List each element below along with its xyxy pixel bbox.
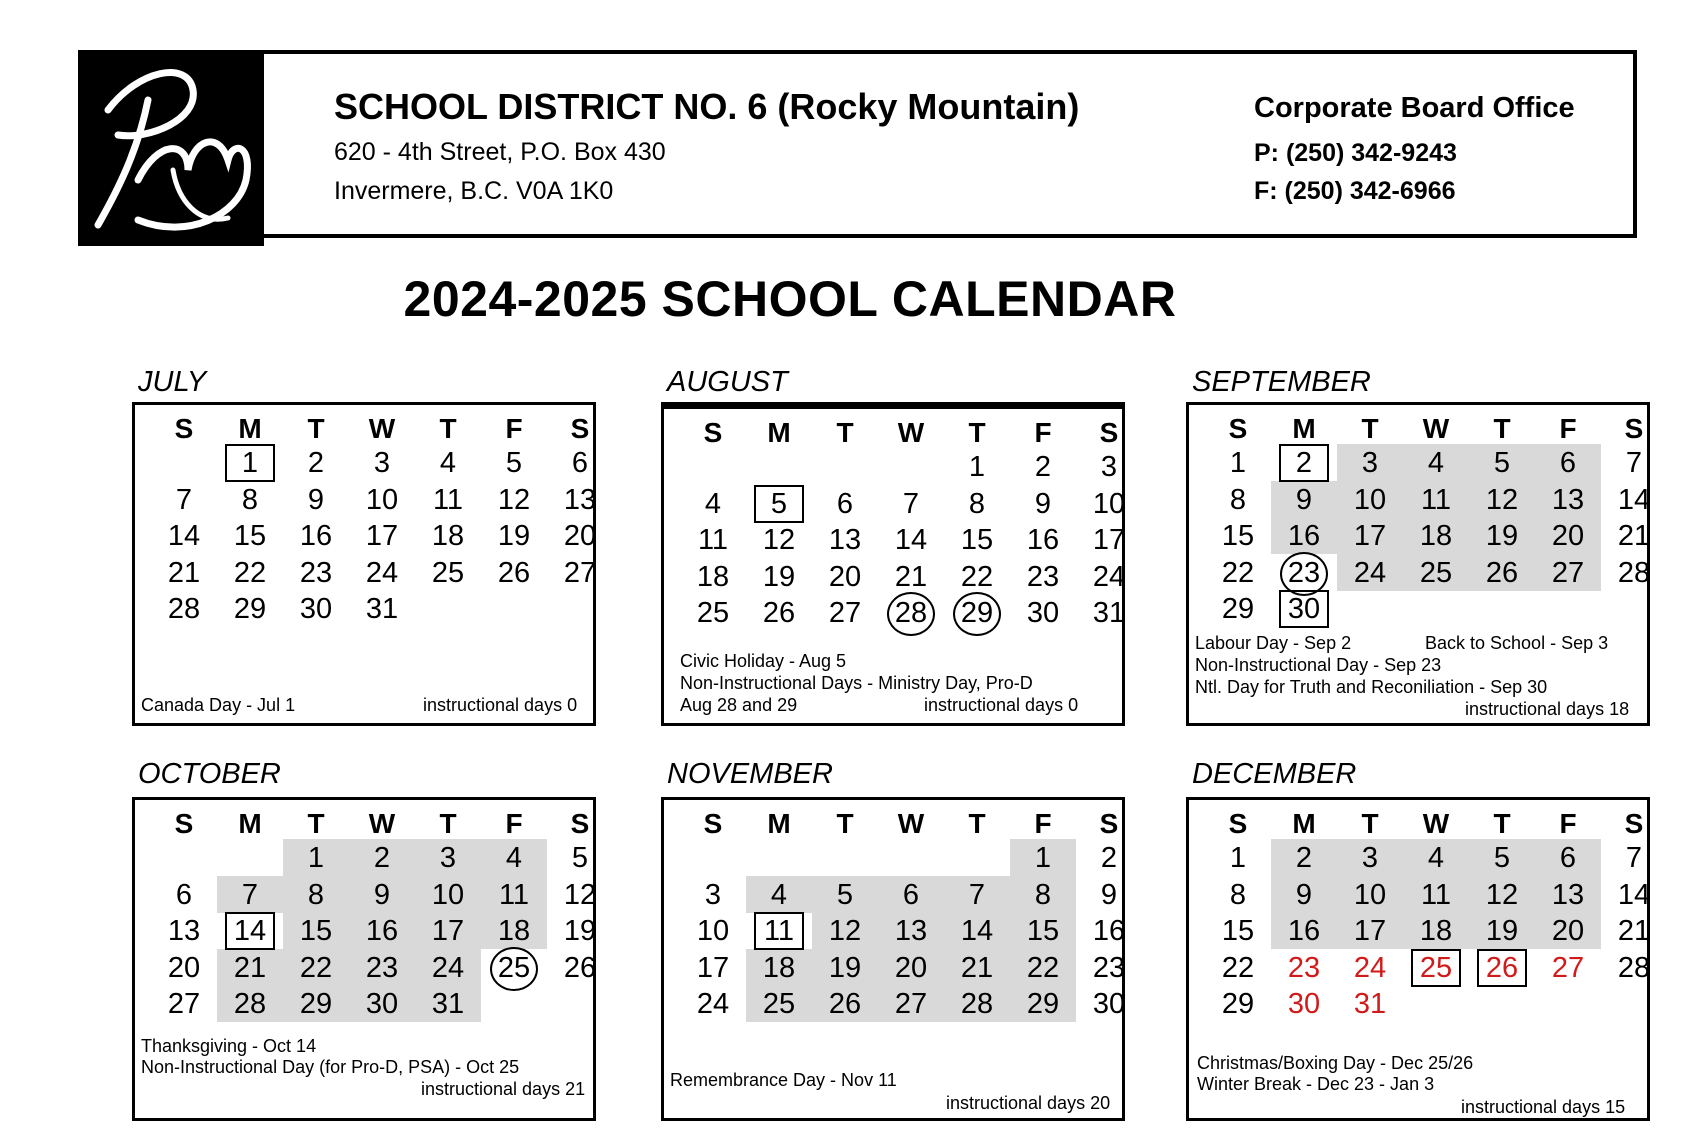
day-cell: 24 bbox=[365, 556, 399, 589]
day-cell: 31 bbox=[1092, 597, 1126, 629]
day-cell: 11 bbox=[1420, 878, 1452, 911]
day-cell: 10 bbox=[1353, 878, 1387, 911]
day-cell: 15 bbox=[1026, 915, 1060, 947]
weekday-header: T bbox=[836, 808, 854, 839]
boxed-day-marker bbox=[225, 444, 275, 482]
day-cell: 21 bbox=[233, 951, 267, 984]
day-cell: 4 bbox=[704, 487, 722, 520]
day-cell: 5 bbox=[1493, 447, 1511, 479]
month-july bbox=[132, 402, 596, 726]
day-cell: 18 bbox=[1419, 520, 1453, 552]
boxed-day-marker bbox=[1477, 949, 1527, 987]
day-cell: 2 bbox=[373, 842, 391, 874]
month-note: Non-Instructional Day - Sep 23 bbox=[1195, 655, 1442, 675]
day-cell: 7 bbox=[1625, 447, 1643, 479]
day-cell: 14 bbox=[1617, 483, 1651, 516]
month-september bbox=[1186, 402, 1650, 726]
day-cell: 30 bbox=[1092, 988, 1126, 1020]
weekday-header: S bbox=[703, 417, 723, 448]
day-cell: 14 bbox=[167, 520, 201, 552]
day-cell: 8 bbox=[968, 487, 986, 520]
weekday-header: S bbox=[1228, 413, 1248, 444]
day-cell: 11 bbox=[763, 915, 795, 947]
day-cell: 19 bbox=[828, 951, 862, 984]
day-cell: 11 bbox=[697, 524, 729, 556]
weekday-header: M bbox=[767, 417, 791, 448]
day-cell: 21 bbox=[960, 951, 994, 984]
month-note: Remembrance Day - Nov 11 bbox=[670, 1070, 897, 1090]
day-cell: 7 bbox=[968, 878, 986, 911]
weekday-header: W bbox=[1422, 808, 1450, 839]
circled-day-marker bbox=[887, 592, 935, 636]
day-cell: 5 bbox=[505, 447, 523, 479]
day-cell: 16 bbox=[365, 915, 399, 947]
month-note: instructional days 18 bbox=[1465, 699, 1630, 719]
month-december bbox=[1186, 797, 1650, 1121]
boxed-day-marker bbox=[1411, 949, 1461, 987]
day-cell: 12 bbox=[828, 915, 862, 947]
day-cell: 16 bbox=[1287, 915, 1321, 947]
month-november bbox=[661, 797, 1125, 1121]
month-note: Non-Instructional Days - Ministry Day, Pro-D bbox=[680, 673, 1033, 693]
day-cell: 8 bbox=[1034, 878, 1052, 911]
day-cell: 28 bbox=[1617, 556, 1651, 589]
month-note: instructional days 0 bbox=[423, 695, 578, 715]
month-note: Non-Instructional Day (for Pro-D, PSA) - Oct 25 bbox=[141, 1057, 520, 1077]
day-cell: 24 bbox=[1092, 560, 1126, 593]
day-cell: 26 bbox=[1485, 556, 1519, 589]
weekday-header: M bbox=[238, 808, 262, 839]
day-cell: 7 bbox=[241, 878, 259, 911]
day-cell: 29 bbox=[1221, 593, 1255, 625]
day-cell: 31 bbox=[431, 988, 465, 1020]
day-cell: 30 bbox=[1287, 593, 1321, 625]
day-cell: 20 bbox=[563, 520, 597, 552]
day-cell: 10 bbox=[696, 915, 730, 947]
day-cell: 9 bbox=[307, 483, 325, 516]
day-cell: 27 bbox=[563, 556, 597, 589]
day-cell: 27 bbox=[894, 988, 928, 1020]
weekday-header: M bbox=[1292, 808, 1316, 839]
day-cell: 21 bbox=[894, 560, 928, 593]
address-line-1: 620 - 4th Street, P.O. Box 430 bbox=[334, 138, 666, 166]
day-cell: 8 bbox=[1229, 483, 1247, 516]
day-cell: 4 bbox=[439, 447, 457, 479]
address-line-2: Invermere, B.C. V0A 1K0 bbox=[334, 177, 614, 205]
day-cell: 19 bbox=[563, 915, 597, 947]
month-note: Civic Holiday - Aug 5 bbox=[680, 651, 847, 671]
day-cell: 1 bbox=[1229, 842, 1247, 874]
weekday-header: S bbox=[1624, 808, 1644, 839]
month-note: Ntl. Day for Truth and Reconiliation - Sep 30 bbox=[1195, 677, 1548, 697]
day-cell: 2 bbox=[1100, 842, 1118, 874]
day-cell: 13 bbox=[828, 524, 862, 556]
day-cell: 16 bbox=[1092, 915, 1126, 947]
day-cell: 4 bbox=[770, 878, 788, 911]
weekday-header: W bbox=[1422, 413, 1450, 444]
day-cell: 17 bbox=[431, 915, 465, 947]
day-cell: 24 bbox=[1353, 556, 1387, 589]
day-cell: 10 bbox=[365, 483, 399, 516]
day-cell: 17 bbox=[1353, 915, 1387, 947]
day-cell: 22 bbox=[299, 951, 333, 984]
day-cell: 6 bbox=[902, 878, 920, 911]
day-cell: 26 bbox=[828, 988, 862, 1020]
day-cell: 24 bbox=[1353, 951, 1387, 984]
day-cell: 24 bbox=[696, 988, 730, 1020]
day-cell: 16 bbox=[299, 520, 333, 552]
day-cell: 6 bbox=[571, 447, 589, 479]
day-cell: 19 bbox=[762, 560, 796, 593]
day-cell: 1 bbox=[968, 451, 986, 483]
day-cell: 23 bbox=[1026, 560, 1060, 593]
day-cell: 17 bbox=[1092, 524, 1126, 556]
weekday-header: T bbox=[307, 808, 325, 839]
month-october bbox=[132, 797, 596, 1121]
weekday-header: F bbox=[1559, 413, 1577, 444]
day-cell: 15 bbox=[299, 915, 333, 947]
day-cell: 12 bbox=[1485, 483, 1519, 516]
day-cell: 1 bbox=[307, 842, 325, 874]
day-cell: 15 bbox=[233, 520, 267, 552]
day-cell: 17 bbox=[1353, 520, 1387, 552]
weekday-header: T bbox=[1493, 808, 1511, 839]
day-cell: 30 bbox=[365, 988, 399, 1020]
fax-number: F: (250) 342-6966 bbox=[1254, 177, 1456, 205]
weekday-header: S bbox=[1099, 808, 1119, 839]
weekday-header: T bbox=[836, 417, 854, 448]
day-cell: 27 bbox=[1551, 951, 1585, 984]
weekday-header: T bbox=[1493, 413, 1511, 444]
day-cell: 1 bbox=[1229, 447, 1247, 479]
weekday-header: S bbox=[174, 808, 194, 839]
day-cell: 7 bbox=[902, 487, 920, 520]
weekday-header: M bbox=[767, 808, 791, 839]
day-cell: 20 bbox=[828, 560, 862, 593]
boxed-day-marker bbox=[754, 912, 804, 950]
day-cell: 19 bbox=[1485, 520, 1519, 552]
day-cell: 15 bbox=[1221, 520, 1255, 552]
day-cell: 30 bbox=[1287, 988, 1321, 1020]
day-cell: 4 bbox=[1427, 447, 1445, 479]
day-cell: 28 bbox=[167, 593, 201, 625]
day-cell: 22 bbox=[1221, 556, 1255, 589]
day-cell: 30 bbox=[299, 593, 333, 625]
calendar-title: 2024-2025 SCHOOL CALENDAR bbox=[403, 271, 1177, 327]
weekday-header: S bbox=[570, 808, 590, 839]
day-cell: 21 bbox=[167, 556, 201, 589]
month-name: OCTOBER bbox=[138, 758, 281, 790]
weekday-header: W bbox=[368, 413, 396, 444]
weekday-header: T bbox=[1361, 808, 1379, 839]
day-cell: 20 bbox=[1551, 520, 1585, 552]
weekday-header: T bbox=[439, 808, 457, 839]
day-cell: 12 bbox=[1485, 878, 1519, 911]
day-cell: 5 bbox=[571, 842, 589, 874]
day-cell: 23 bbox=[365, 951, 399, 984]
day-cell: 9 bbox=[1295, 483, 1313, 516]
day-cell: 26 bbox=[762, 597, 796, 629]
month-note: Canada Day - Jul 1 bbox=[141, 695, 296, 715]
day-cell: 26 bbox=[563, 951, 597, 984]
month-note: Back to School - Sep 3 bbox=[1425, 633, 1609, 653]
day-cell: 30 bbox=[1026, 597, 1060, 629]
day-cell: 21 bbox=[1617, 520, 1651, 552]
day-cell: 11 bbox=[432, 483, 464, 516]
month-name: AUGUST bbox=[667, 366, 788, 398]
month-note: Labour Day - Sep 2 bbox=[1195, 633, 1352, 653]
weekday-header: S bbox=[1624, 413, 1644, 444]
day-cell: 3 bbox=[1361, 447, 1379, 479]
weekday-header: F bbox=[505, 808, 523, 839]
day-cell: 8 bbox=[241, 483, 259, 516]
boxed-day-marker bbox=[225, 912, 275, 950]
month-note: instructional days 15 bbox=[1461, 1097, 1626, 1117]
weekday-header: M bbox=[238, 413, 262, 444]
month-note: instructional days 21 bbox=[421, 1079, 586, 1099]
weekday-header: T bbox=[1361, 413, 1379, 444]
day-cell: 4 bbox=[505, 842, 523, 874]
day-cell: 28 bbox=[960, 988, 994, 1020]
day-cell: 4 bbox=[1427, 842, 1445, 874]
day-cell: 25 bbox=[762, 988, 796, 1020]
day-cell: 20 bbox=[167, 951, 201, 984]
day-cell: 21 bbox=[1617, 915, 1651, 947]
day-cell: 23 bbox=[1092, 951, 1126, 984]
day-cell: 27 bbox=[1551, 556, 1585, 589]
day-cell: 10 bbox=[1353, 483, 1387, 516]
day-cell: 29 bbox=[233, 593, 267, 625]
day-cell: 14 bbox=[894, 524, 928, 556]
day-cell: 13 bbox=[167, 915, 201, 947]
day-cell: 18 bbox=[762, 951, 796, 984]
day-cell: 13 bbox=[563, 483, 597, 516]
day-cell: 31 bbox=[1353, 988, 1387, 1020]
day-cell: 28 bbox=[233, 988, 267, 1020]
district-logo bbox=[78, 50, 264, 246]
day-cell: 19 bbox=[497, 520, 531, 552]
day-cell: 29 bbox=[1026, 988, 1060, 1020]
day-cell: 1 bbox=[1034, 842, 1052, 874]
day-cell: 28 bbox=[1617, 951, 1651, 984]
weekday-header: M bbox=[1292, 413, 1316, 444]
day-cell: 27 bbox=[828, 597, 862, 629]
day-cell: 12 bbox=[563, 878, 597, 911]
day-cell: 29 bbox=[299, 988, 333, 1020]
day-cell: 16 bbox=[1026, 524, 1060, 556]
day-cell: 25 bbox=[431, 556, 465, 589]
day-cell: 6 bbox=[175, 878, 193, 911]
day-cell: 27 bbox=[167, 988, 201, 1020]
day-cell: 8 bbox=[307, 878, 325, 911]
day-cell: 2 bbox=[1295, 447, 1313, 479]
day-cell: 25 bbox=[497, 951, 531, 984]
month-august bbox=[661, 402, 1125, 726]
weekday-header: W bbox=[897, 417, 925, 448]
weekday-header: T bbox=[968, 417, 986, 448]
day-cell: 22 bbox=[1221, 951, 1255, 984]
circled-day-marker bbox=[1280, 552, 1328, 596]
boxed-day-marker bbox=[1279, 444, 1329, 482]
day-cell: 9 bbox=[1100, 878, 1118, 911]
day-cell: 11 bbox=[498, 878, 530, 911]
month-note: Thanksgiving - Oct 14 bbox=[141, 1036, 317, 1056]
day-cell: 16 bbox=[1287, 520, 1321, 552]
day-cell: 24 bbox=[431, 951, 465, 984]
day-cell: 5 bbox=[770, 487, 788, 520]
day-cell: 25 bbox=[1419, 556, 1453, 589]
day-cell: 23 bbox=[1287, 951, 1321, 984]
circled-day-marker bbox=[953, 592, 1001, 636]
weekday-header: T bbox=[307, 413, 325, 444]
weekday-header: S bbox=[174, 413, 194, 444]
day-cell: 2 bbox=[1295, 842, 1313, 874]
day-cell: 5 bbox=[836, 878, 854, 911]
day-cell: 19 bbox=[1485, 915, 1519, 947]
day-cell: 11 bbox=[1420, 483, 1452, 516]
district-name: SCHOOL DISTRICT NO. 6 (Rocky Mountain) bbox=[334, 86, 1080, 127]
month-note: Aug 28 and 29 bbox=[680, 695, 798, 715]
day-cell: 7 bbox=[1625, 842, 1643, 874]
month-name: JULY bbox=[138, 366, 207, 398]
day-cell: 5 bbox=[1493, 842, 1511, 874]
day-cell: 1 bbox=[241, 447, 259, 479]
day-cell: 14 bbox=[1617, 878, 1651, 911]
day-cell: 25 bbox=[696, 597, 730, 629]
day-cell: 13 bbox=[1551, 483, 1585, 516]
month-note: Christmas/Boxing Day - Dec 25/26 bbox=[1197, 1053, 1474, 1073]
weekday-header: S bbox=[570, 413, 590, 444]
month-note: Winter Break - Dec 23 - Jan 3 bbox=[1197, 1074, 1435, 1094]
day-cell: 9 bbox=[373, 878, 391, 911]
day-cell: 3 bbox=[1100, 451, 1118, 483]
day-cell: 10 bbox=[1092, 487, 1126, 520]
phone-number: P: (250) 342-9243 bbox=[1254, 139, 1457, 167]
day-cell: 6 bbox=[1559, 447, 1577, 479]
day-cell: 17 bbox=[696, 951, 730, 984]
office-name: Corporate Board Office bbox=[1254, 92, 1575, 124]
weekday-header: W bbox=[368, 808, 396, 839]
day-cell: 3 bbox=[439, 842, 457, 874]
day-cell: 22 bbox=[1026, 951, 1060, 984]
day-cell: 14 bbox=[233, 915, 267, 947]
day-cell: 7 bbox=[175, 483, 193, 516]
weekday-header: W bbox=[897, 808, 925, 839]
weekday-header: F bbox=[1034, 417, 1052, 448]
boxed-day-marker bbox=[1279, 590, 1329, 628]
day-cell: 6 bbox=[1559, 842, 1577, 874]
day-cell: 20 bbox=[894, 951, 928, 984]
day-cell: 2 bbox=[1034, 451, 1052, 483]
weekday-header: S bbox=[1228, 808, 1248, 839]
day-cell: 13 bbox=[1551, 878, 1585, 911]
day-cell: 15 bbox=[1221, 915, 1255, 947]
day-cell: 6 bbox=[836, 487, 854, 520]
day-cell: 22 bbox=[960, 560, 994, 593]
day-cell: 31 bbox=[365, 593, 399, 625]
boxed-day-marker bbox=[754, 485, 804, 523]
weekday-header: S bbox=[1099, 417, 1119, 448]
day-cell: 10 bbox=[431, 878, 465, 911]
weekday-header: T bbox=[968, 808, 986, 839]
day-cell: 26 bbox=[1485, 951, 1519, 984]
day-cell: 13 bbox=[894, 915, 928, 947]
day-cell: 23 bbox=[299, 556, 333, 589]
month-name: NOVEMBER bbox=[667, 758, 833, 790]
day-cell: 3 bbox=[373, 447, 391, 479]
weekday-header: F bbox=[505, 413, 523, 444]
weekday-header: F bbox=[1034, 808, 1052, 839]
day-cell: 23 bbox=[1287, 556, 1321, 589]
day-cell: 3 bbox=[704, 878, 722, 911]
day-cell: 18 bbox=[497, 915, 531, 947]
month-note: instructional days 0 bbox=[924, 695, 1079, 715]
day-cell: 29 bbox=[960, 597, 994, 629]
day-cell: 22 bbox=[233, 556, 267, 589]
day-cell: 17 bbox=[365, 520, 399, 552]
day-cell: 25 bbox=[1419, 951, 1453, 984]
day-cell: 20 bbox=[1551, 915, 1585, 947]
month-name: SEPTEMBER bbox=[1192, 366, 1371, 398]
day-cell: 9 bbox=[1034, 487, 1052, 520]
month-note: instructional days 20 bbox=[946, 1093, 1111, 1113]
day-cell: 18 bbox=[1419, 915, 1453, 947]
day-cell: 28 bbox=[894, 597, 928, 629]
weekday-header: S bbox=[703, 808, 723, 839]
day-cell: 2 bbox=[307, 447, 325, 479]
day-cell: 29 bbox=[1221, 988, 1255, 1020]
day-cell: 12 bbox=[762, 524, 796, 556]
weekday-header: T bbox=[439, 413, 457, 444]
circled-day-marker bbox=[490, 947, 538, 991]
day-cell: 18 bbox=[696, 560, 730, 593]
weekday-header: F bbox=[1559, 808, 1577, 839]
day-cell: 15 bbox=[960, 524, 994, 556]
day-cell: 3 bbox=[1361, 842, 1379, 874]
day-cell: 9 bbox=[1295, 878, 1313, 911]
day-cell: 14 bbox=[960, 915, 994, 947]
day-cell: 8 bbox=[1229, 878, 1247, 911]
day-cell: 18 bbox=[431, 520, 465, 552]
day-cell: 26 bbox=[497, 556, 531, 589]
month-name: DECEMBER bbox=[1192, 758, 1357, 790]
day-cell: 12 bbox=[497, 483, 531, 516]
